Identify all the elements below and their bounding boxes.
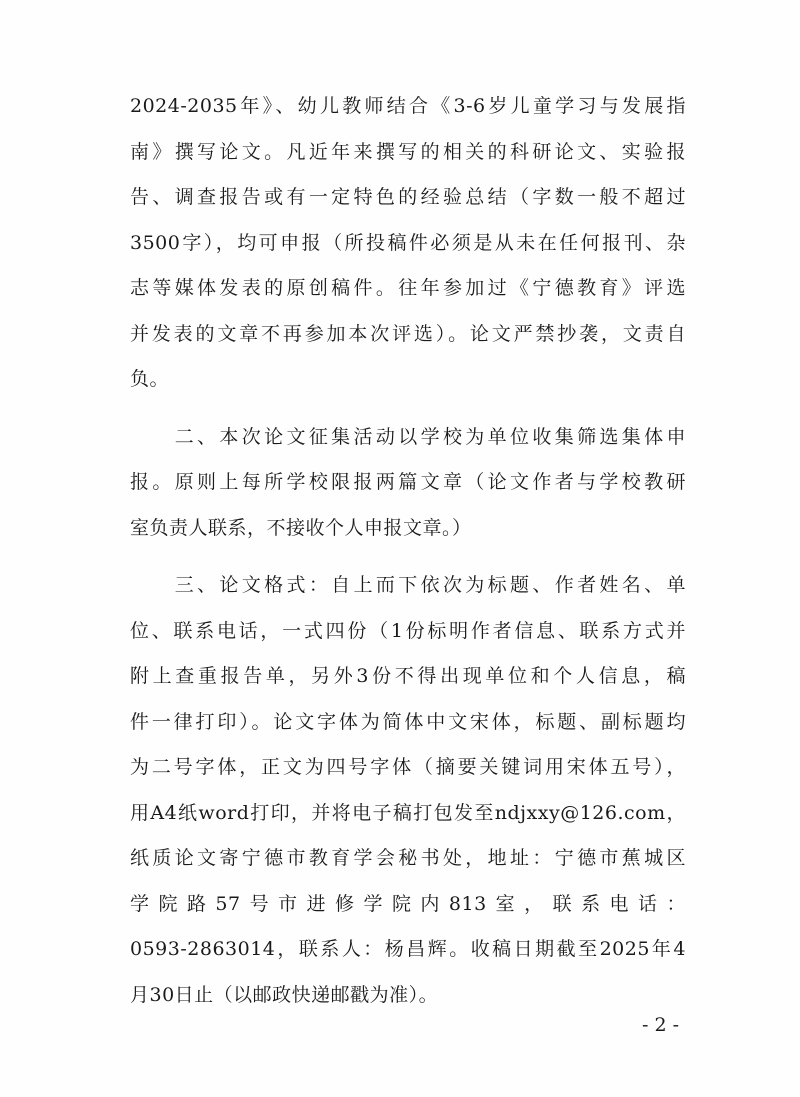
paragraph-3-line: 件一律打印）。论文字体为简体中文宋体，标题、副标题均 [130,710,686,733]
paragraph-1-line: 负。 [130,368,170,390]
paragraph-2-line: 室负责人联系，不接收个人申报文章。） [130,516,472,539]
paragraph-3-line: 为二号字体，正文为四号字体（摘要关键词用宋体五号）， [130,756,686,778]
document-body [130,84,686,1018]
paragraph-2-line: 报。原则上每所学校限报两篇文章（论文作者与学校教研 [130,471,686,493]
paragraph-1-line: 告、调查报告或有一定特色的经验总结（字数一般不超过 [130,186,686,208]
paragraph-spacer [130,551,686,563]
paragraph-3-line: 三、论文格式：自上而下依次为标题、作者姓名、单 [130,574,686,596]
paragraph-3-line: 月30日止（以邮政快递邮戳为准）。 [130,983,439,1006]
paragraph-3-line: 附上查重报告单，另外3份不得出现单位和个人信息，稿 [130,665,686,687]
paragraph-3 [130,563,686,1018]
page-number: - 2 - [642,1014,680,1036]
paragraph-3-line: 用A4纸word打印，并将电子稿打包发至ndjxxy@126.com， [130,801,686,824]
paragraph-2 [130,415,686,552]
paragraph-3-line: 0593-2863014，联系人：杨昌辉。收稿日期截至2025年4 [130,938,686,960]
paragraph-2-line: 二、本次论文征集活动以学校为单位收集筛选集体申 [130,425,686,448]
paragraph-3-line: 学院路57号市进修学院内813室，联系电话： [130,892,686,915]
paragraph-3-line: 纸质论文寄宁德市教育学会秘书处，地址：宁德市蕉城区 [130,847,686,869]
paragraph-1-line: 志等媒体发表的原创稿件。往年参加过《宁德教育》评选 [130,277,686,299]
paragraph-1-line: 2024-2035年》、幼儿教师结合《3-6岁儿童学习与发展指 [130,95,686,117]
paragraph-3-line: 位、联系电话，一式四份（1份标明作者信息、联系方式并 [130,619,686,642]
paragraph-1-line: 并发表的文章不再参加本次评选）。论文严禁抄袭，文责自 [130,322,686,345]
paragraph-spacer [130,403,686,415]
paragraph-1-line: 3500字），均可申报（所投稿件必须是从未在任何报刊、杂 [130,231,686,254]
paragraph-1 [130,84,686,403]
paragraph-1-line: 南》撰写论文。凡近年来撰写的相关的科研论文、实验报 [130,140,686,163]
